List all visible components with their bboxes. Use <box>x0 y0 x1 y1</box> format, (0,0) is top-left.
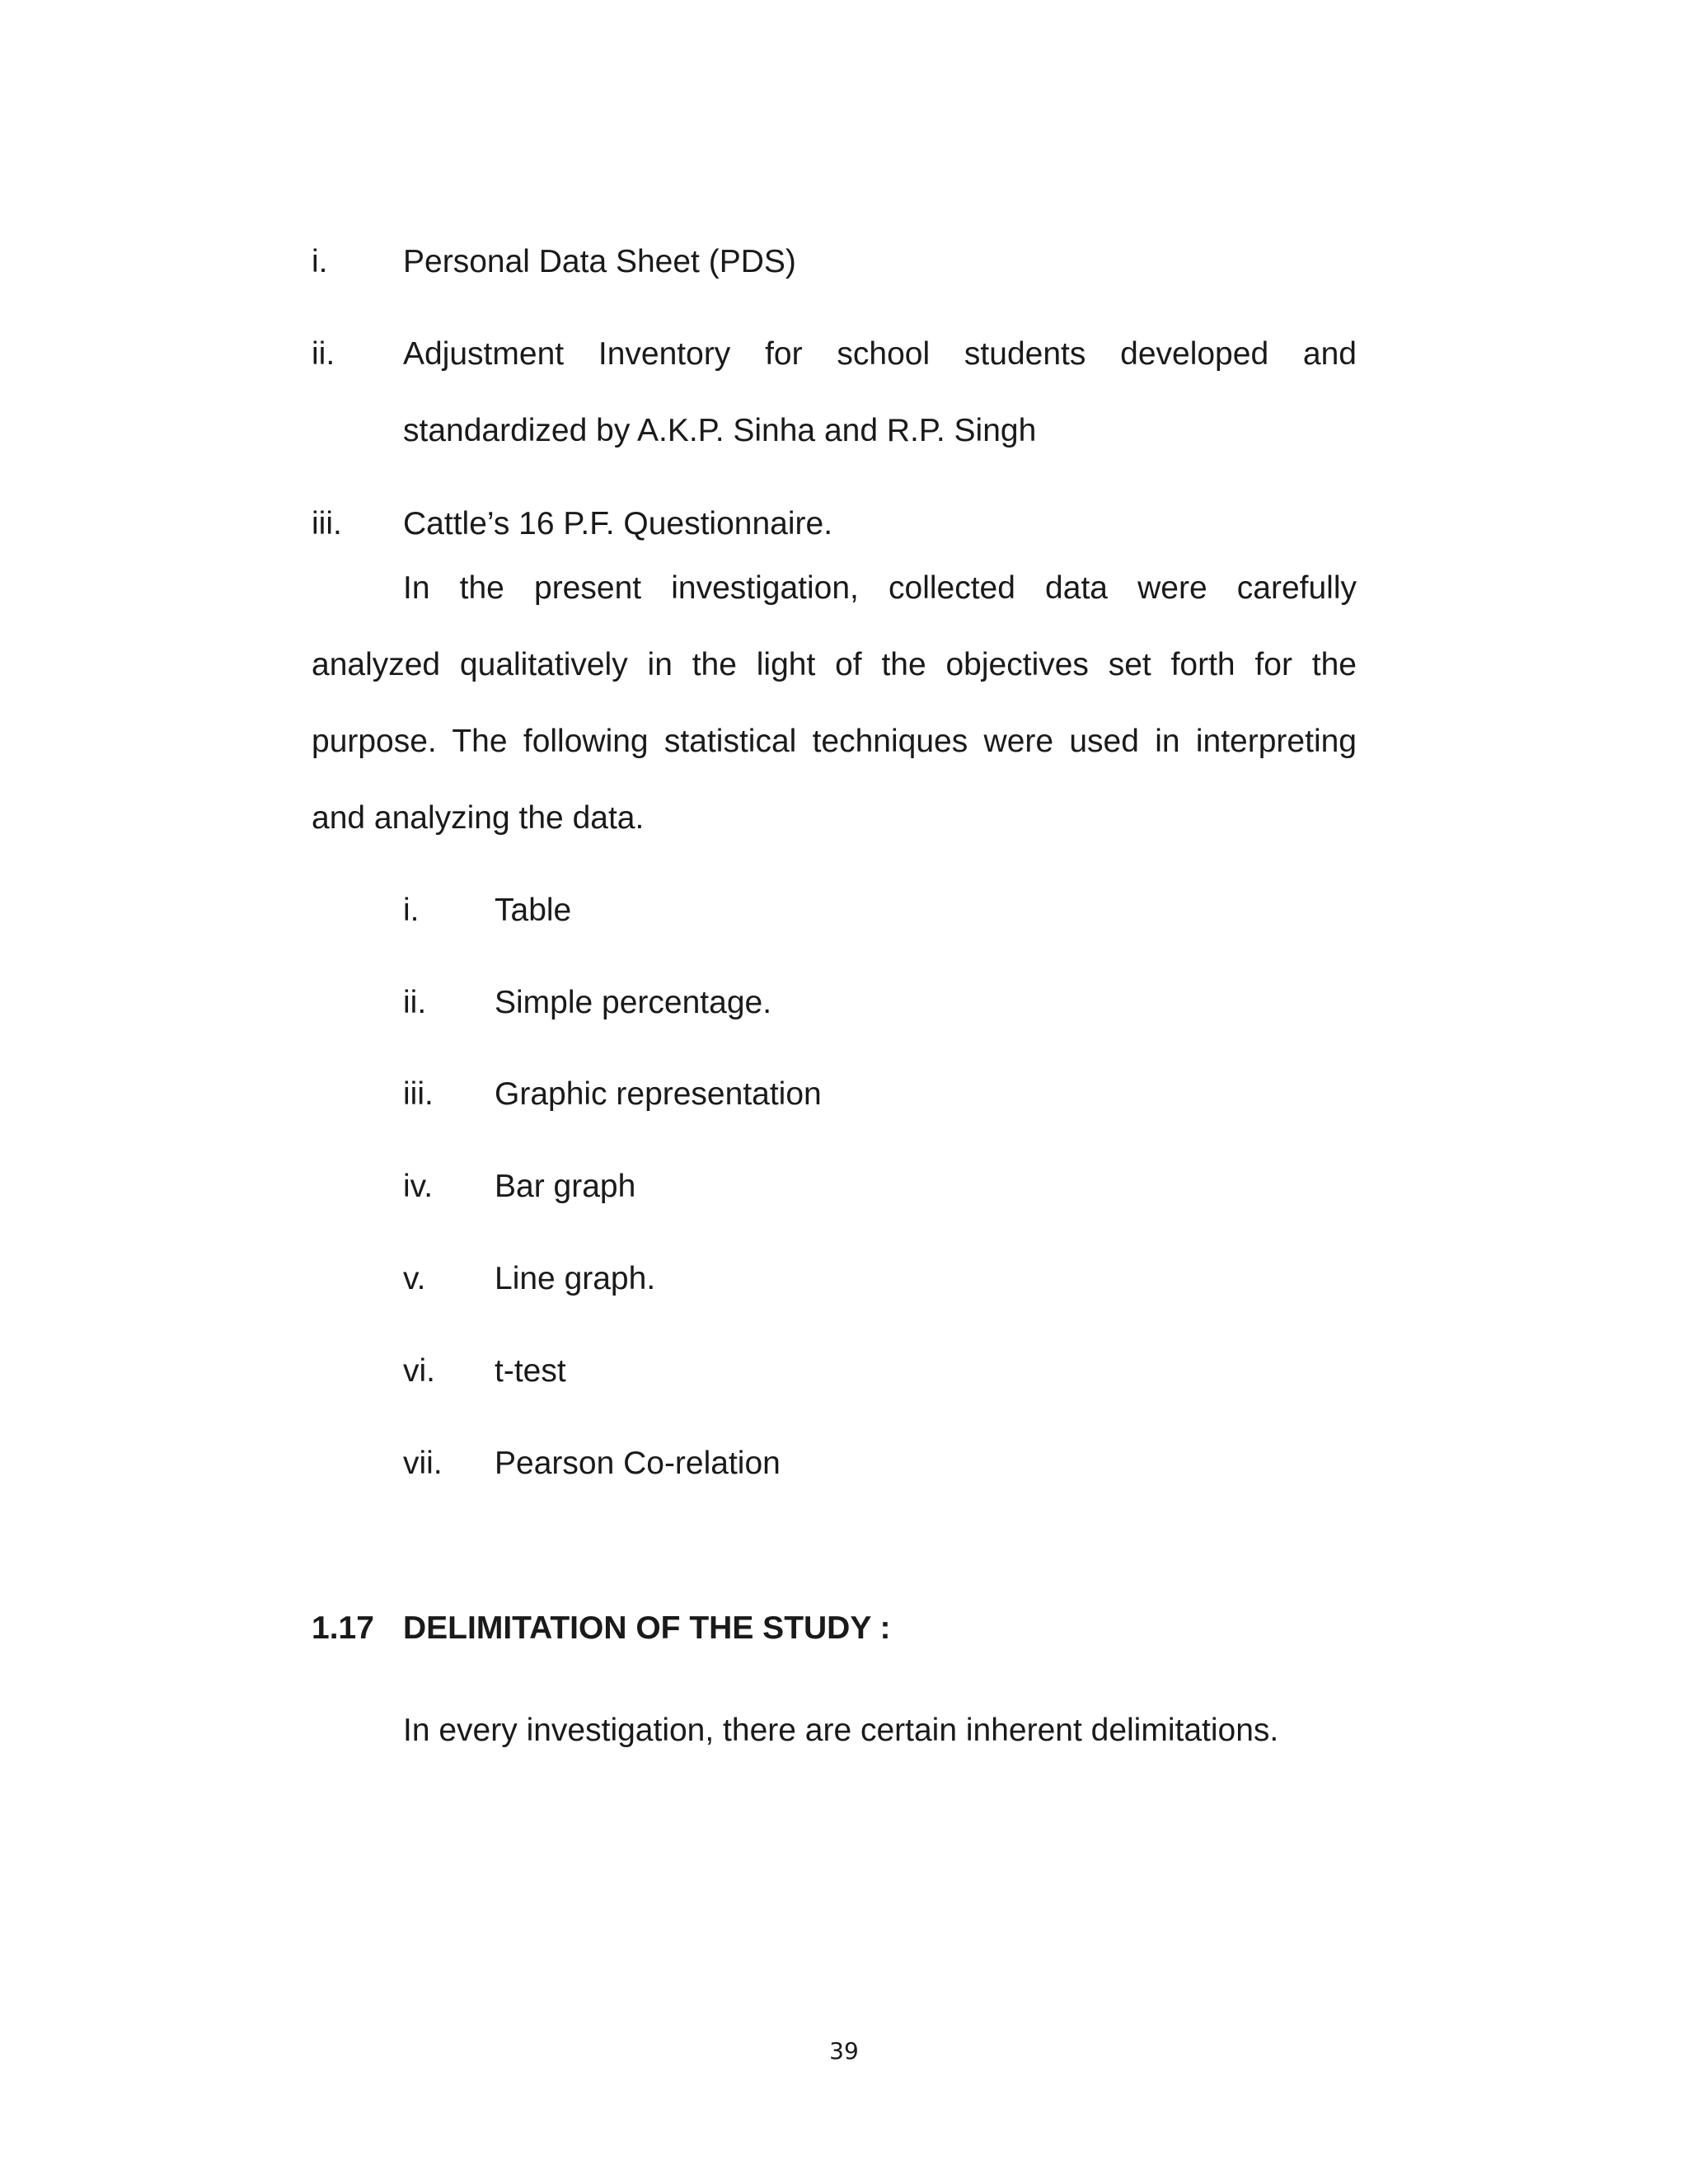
list2-item-6-number: vi. <box>403 1353 435 1389</box>
list2-item-4-number: iv. <box>403 1169 434 1204</box>
list2-item-3-text: Graphic representation <box>495 1076 822 1112</box>
list2-item-3-number: iii. <box>403 1076 434 1112</box>
section-title: DELIMITATION OF THE STUDY : <box>403 1610 891 1646</box>
list2-item-5-number: v. <box>403 1261 426 1296</box>
list1-item-1-number: i. <box>312 244 328 279</box>
list2-item-4-text: Bar graph <box>495 1169 636 1204</box>
paragraph-line-4: and analyzing the data. <box>312 800 645 836</box>
paragraph-line-2: analyzed qualitatively in the light of the objectives set forth for the <box>312 647 1357 682</box>
list1-item-2-number: ii. <box>312 336 335 372</box>
list1-item-3-number: iii. <box>312 506 342 541</box>
list2-item-1-number: i. <box>403 893 420 928</box>
section-number: 1.17 <box>312 1610 374 1646</box>
list2-item-6-text: t-test <box>495 1353 566 1389</box>
list2-item-5-text: Line graph. <box>495 1261 656 1296</box>
paragraph-line-1: In the present investigation, collected data were carefully <box>403 570 1357 606</box>
paragraph-line-3: purpose. The following statistical techniques were used in interpreting <box>312 724 1357 759</box>
list2-item-7-number: vii. <box>403 1446 443 1481</box>
list2-item-1-text: Table <box>495 893 572 928</box>
page-number: 39 <box>829 2037 859 2064</box>
list2-item-2-text: Simple percentage. <box>495 985 772 1020</box>
list2-item-2-number: ii. <box>403 985 427 1020</box>
list2-item-7-text: Pearson Co-relation <box>495 1446 781 1481</box>
list1-item-2-line2: standardized by A.K.P. Sinha and R.P. Singh <box>403 413 1037 448</box>
section-text: In every investigation, there are certain inherent delimitations. <box>403 1713 1279 1748</box>
list1-item-2-line1: Adjustment Inventory for school students developed and <box>403 336 1357 372</box>
list1-item-1-text: Personal Data Sheet (PDS) <box>403 244 796 279</box>
list1-item-3-text: Cattle’s 16 P.F. Questionnaire. <box>403 506 833 541</box>
